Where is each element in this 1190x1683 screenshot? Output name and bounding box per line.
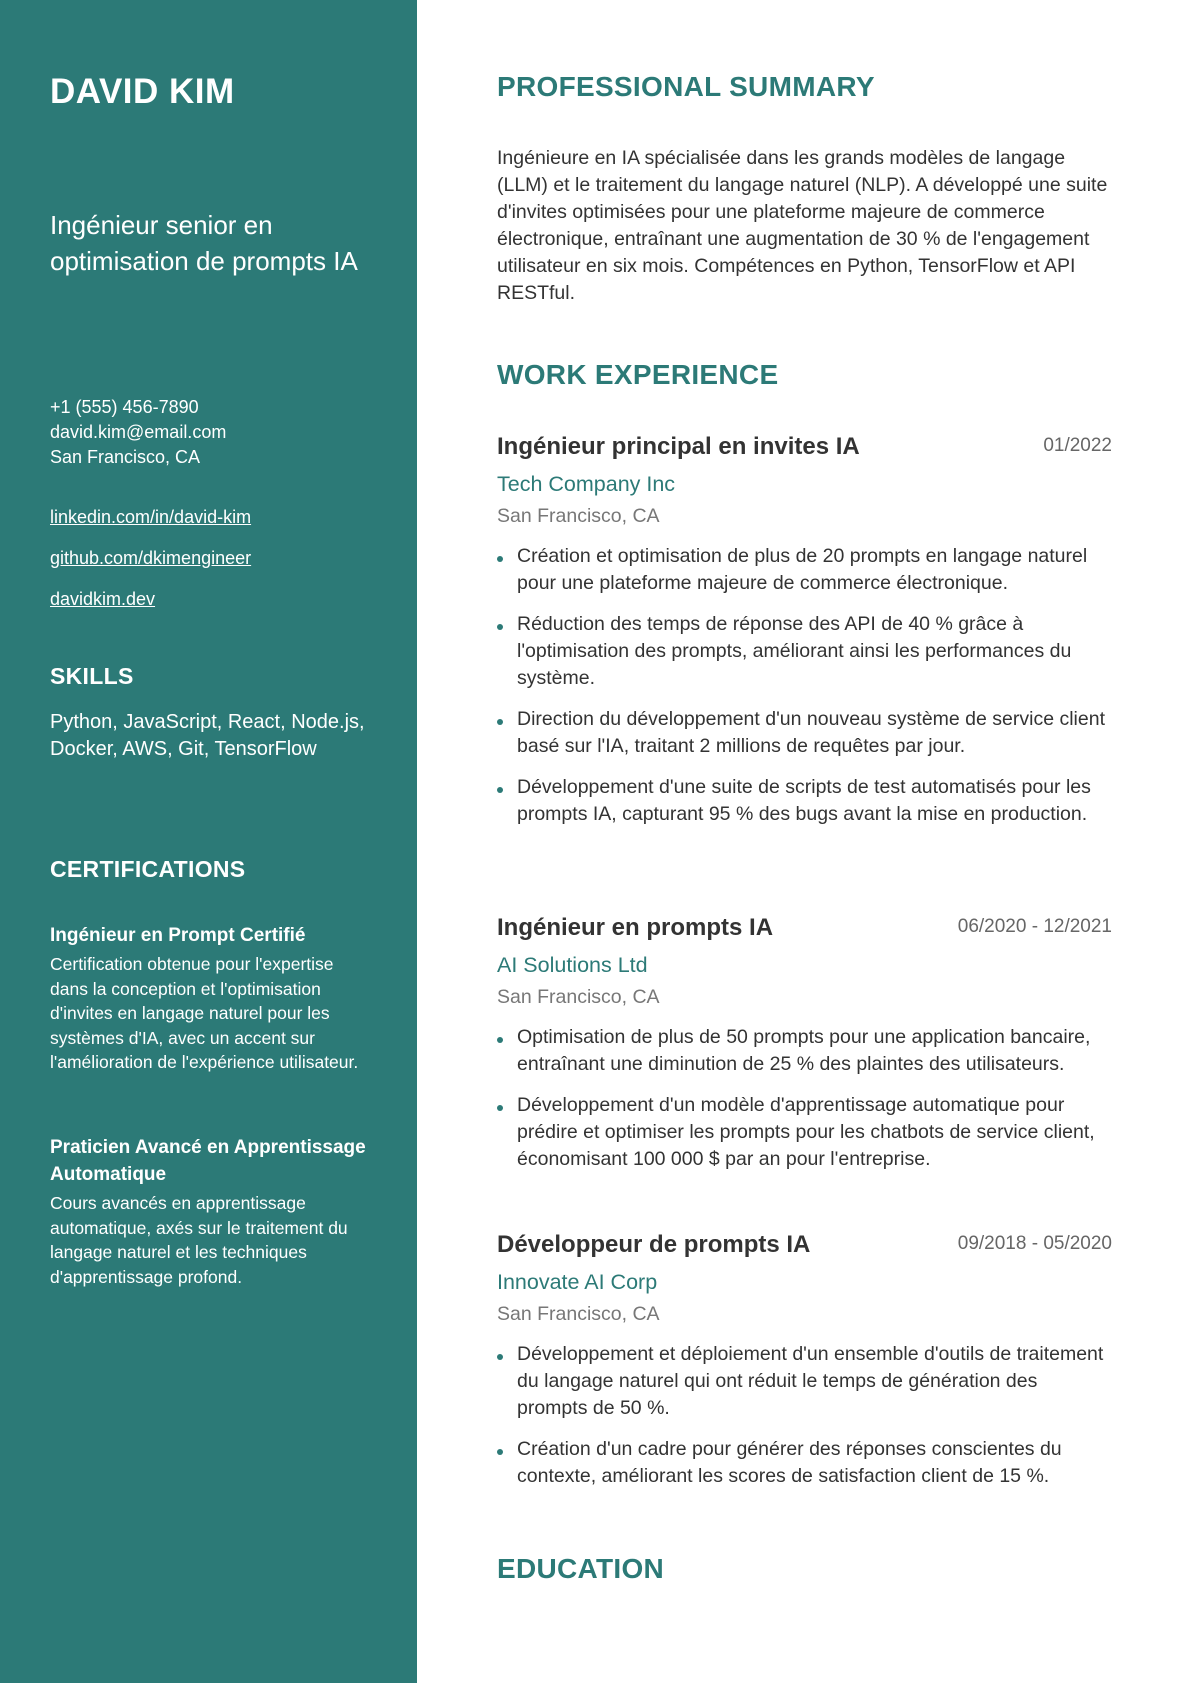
- job-location: San Francisco, CA: [497, 986, 660, 1008]
- job-location: San Francisco, CA: [497, 1303, 660, 1325]
- certification-title: Ingénieur en Prompt Certifié: [50, 925, 306, 946]
- job-date: 01/2022: [1043, 435, 1112, 456]
- bullet-dot-icon: [497, 1037, 503, 1043]
- certification-description: Cours avancés en apprentissage automatique, axés sur le traitement du langage naturel et les techniques d'apprentissage profond.: [50, 1193, 348, 1287]
- contact-info: [50, 395, 226, 470]
- candidate-role: Ingénieur senior en optimisation de prompts IA: [50, 210, 358, 276]
- bullet-text: Direction du développement d'un nouveau système de service client basé sur l'IA, traitant 2 millions de requêtes par jour.: [517, 708, 1105, 757]
- skills-list: Python, JavaScript, React, Node.js, Docker, AWS, Git, TensorFlow: [50, 711, 365, 760]
- candidate-name: DAVID KIM: [50, 72, 235, 111]
- summary-text: Ingénieure en IA spécialisée dans les grands modèles de langage (LLM) et le traitement du langage naturel (NLP). A développé une suite d'invites optimisées pour une plateforme majeure de commerce électronique, entraînant une augmentation de 30 % de l'engagement utilisateur en six mois. Compétences en Python, TensorFlow et API RESTful.: [497, 147, 1108, 304]
- bullet-text: Développement et déploiement d'un ensemble d'outils de traitement du langage naturel qui ont réduit le temps de génération des prompts de 50 %.: [517, 1343, 1104, 1419]
- bullet-text: Création d'un cadre pour générer des réponses conscientes du contexte, améliorant les scores de satisfaction client de 15 %.: [517, 1438, 1062, 1487]
- job-title: Développeur de prompts IA: [497, 1231, 811, 1258]
- contact-email: david.kim@email.com: [50, 422, 227, 442]
- job-bullet: [497, 543, 1112, 597]
- sidebar: [0, 0, 417, 1683]
- certification-title: Praticien Avancé en Apprentissage Automatique: [50, 1137, 366, 1185]
- job-title: Ingénieur en prompts IA: [497, 914, 774, 941]
- job-bullet: [497, 774, 1112, 828]
- certifications-heading: CERTIFICATIONS: [50, 856, 246, 882]
- bullet-dot-icon: [497, 719, 503, 725]
- job-bullet: [497, 706, 1112, 760]
- website-link[interactable]: davidkim.dev: [50, 589, 156, 609]
- job-company: Tech Company Inc: [497, 472, 676, 496]
- bullet-dot-icon: [497, 624, 503, 630]
- certification-item: [50, 1134, 370, 1289]
- certification-description: Certification obtenue pour l'expertise dans la conception et l'optimisation d'invites en langage naturel pour les systèmes d'IA, avec un accent sur l'amélioration de l'expérience utilisateur.: [50, 954, 359, 1072]
- job-title: Ingénieur principal en invites IA: [497, 433, 860, 460]
- job-entry: [497, 433, 1112, 842]
- bullet-text: Développement d'un modèle d'apprentissage automatique pour prédire et optimiser les prompts pour les chatbots de service client, économisant 100 000 $ par an pour l'entreprise.: [517, 1094, 1095, 1170]
- job-bullet: [497, 1341, 1112, 1422]
- job-bullet: [497, 1024, 1112, 1078]
- summary-heading: PROFESSIONAL SUMMARY: [497, 71, 875, 102]
- job-company: AI Solutions Ltd: [497, 953, 648, 977]
- job-date: 06/2020 - 12/2021: [957, 916, 1112, 937]
- job-bullet: [497, 1092, 1112, 1173]
- bullet-dot-icon: [497, 1449, 503, 1455]
- education-heading: EDUCATION: [497, 1553, 665, 1584]
- bullet-dot-icon: [497, 556, 503, 562]
- contact-phone: +1 (555) 456-7890: [50, 397, 199, 417]
- bullet-text: Réduction des temps de réponse des API de 40 % grâce à l'optimisation des prompts, améliorant ainsi les performances du système.: [517, 613, 1072, 689]
- profile-links: [50, 505, 251, 628]
- github-link[interactable]: github.com/dkimengineer: [50, 548, 252, 568]
- bullet-text: Création et optimisation de plus de 20 prompts en langage naturel pour une plateforme majeure de commerce électronique.: [517, 545, 1088, 594]
- job-company: Innovate AI Corp: [497, 1270, 658, 1294]
- bullet-dot-icon: [497, 1354, 503, 1360]
- job-location: San Francisco, CA: [497, 505, 660, 527]
- experience-heading: WORK EXPERIENCE: [497, 359, 779, 390]
- contact-location: San Francisco, CA: [50, 447, 201, 467]
- skills-heading: SKILLS: [50, 663, 134, 689]
- linkedin-link[interactable]: linkedin.com/in/david-kim: [50, 507, 252, 527]
- certification-item: [50, 922, 370, 1075]
- bullet-dot-icon: [497, 787, 503, 793]
- bullet-dot-icon: [497, 1105, 503, 1111]
- job-bullet: [497, 611, 1112, 692]
- job-date: 09/2018 - 05/2020: [957, 1233, 1112, 1254]
- bullet-text: Optimisation de plus de 50 prompts pour une application bancaire, entraînant une diminution de 25 % des plaintes des utilisateurs.: [517, 1026, 1091, 1075]
- bullet-text: Développement d'une suite de scripts de test automatisés pour les prompts IA, capturant 95 % des bugs avant la mise en production.: [517, 776, 1091, 825]
- job-bullets: [497, 1024, 1112, 1173]
- job-entry: [497, 914, 1112, 1187]
- job-bullet: [497, 1436, 1112, 1490]
- job-bullets: [497, 543, 1112, 828]
- job-entry: [497, 1231, 1112, 1504]
- job-bullets: [497, 1341, 1112, 1490]
